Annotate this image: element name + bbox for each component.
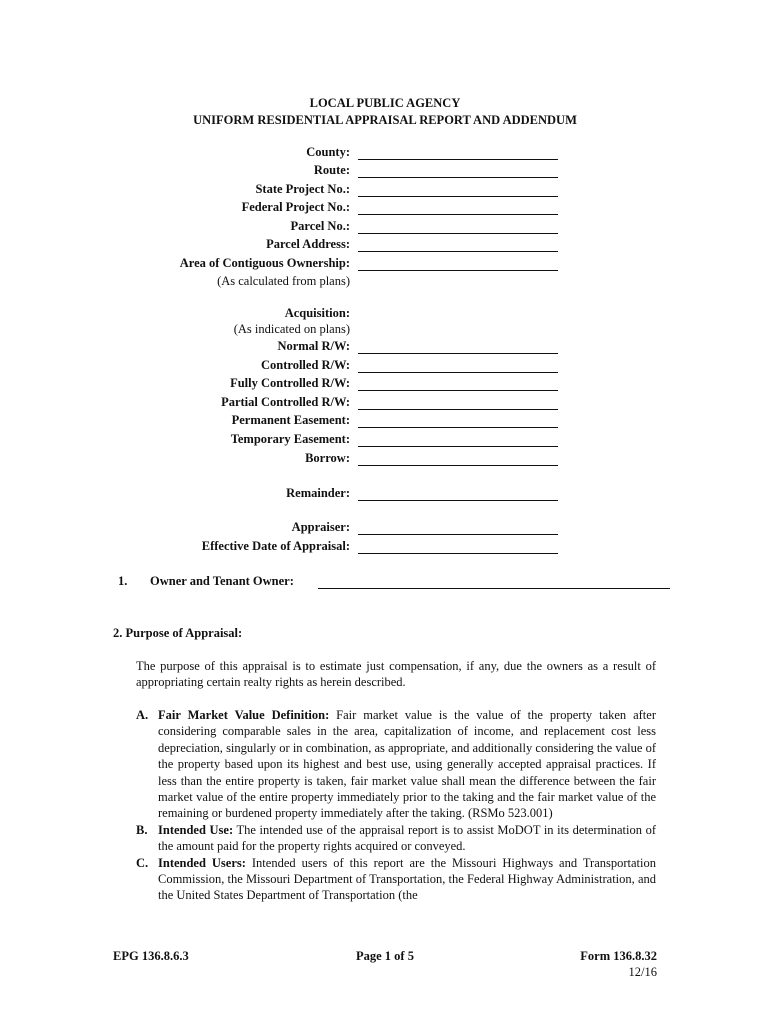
effective-date-row [0, 538, 770, 556]
normal-rw-row [0, 338, 770, 356]
parcel-no-row [0, 218, 770, 236]
contiguous-area-label: Area of Contiguous Ownership: [179, 256, 350, 270]
federal-project-input[interactable] [358, 199, 558, 215]
appraiser-label: Appraiser: [291, 520, 350, 534]
state-project-row [0, 181, 770, 199]
owner-label: Owner and Tenant Owner: [150, 574, 294, 588]
footer-revision-date: 12/16 [628, 965, 657, 979]
borrow-row [0, 450, 770, 468]
owner-input[interactable] [318, 573, 670, 589]
temporary-easement-row [0, 431, 770, 449]
contiguous-area-input[interactable] [358, 255, 558, 271]
route-row [0, 162, 770, 180]
federal-project-label: Federal Project No.: [241, 200, 350, 214]
acquisition-label: Acquisition: [284, 306, 350, 320]
report-title: UNIFORM RESIDENTIAL APPRAISAL REPORT AND ADDENDUM [193, 113, 577, 127]
list-text: Intended users of this report are the Missouri Highways and Transportation Commission, the Missouri Department of Transportation, the Federal Highway Administration, and the United States Department of Transportation (the [158, 855, 656, 903]
normal-rw-label: Normal R/W: [277, 339, 350, 353]
list-heading: Intended Use: [158, 822, 234, 837]
appraiser-input[interactable] [358, 519, 558, 535]
list-item-a [136, 707, 656, 822]
list-letter: C. [136, 855, 149, 870]
section-2-heading: 2. Purpose of Appraisal: [113, 626, 243, 640]
temporary-easement-label: Temporary Easement: [230, 432, 350, 446]
remainder-label: Remainder: [286, 486, 350, 500]
controlled-rw-row [0, 357, 770, 375]
effective-date-label: Effective Date of Appraisal: [201, 539, 350, 553]
acquisition-note-row [0, 321, 770, 339]
list-letter: A. [136, 708, 149, 722]
borrow-label: Borrow: [305, 451, 350, 465]
parcel-address-input[interactable] [358, 236, 558, 252]
purpose-list [136, 707, 656, 904]
permanent-easement-label: Permanent Easement: [231, 413, 350, 427]
parcel-address-row [0, 236, 770, 254]
county-label: County: [306, 145, 350, 159]
partial-controlled-rw-label: Partial Controlled R/W: [221, 395, 350, 409]
footer-epg: EPG 136.8.6.3 [113, 949, 189, 963]
remainder-input[interactable] [358, 485, 558, 501]
permanent-easement-input[interactable] [358, 412, 558, 428]
controlled-rw-label: Controlled R/W: [260, 358, 350, 372]
list-text: The intended use of the appraisal report is to assist MoDOT in its determination of the amount paid for the property rights acquired or conveyed. [158, 822, 656, 854]
contiguous-area-row [0, 255, 770, 273]
county-row [0, 144, 770, 162]
fully-controlled-rw-label: Fully Controlled R/W: [230, 376, 350, 390]
borrow-input[interactable] [358, 450, 558, 466]
state-project-input[interactable] [358, 181, 558, 197]
purpose-paragraph: The purpose of this appraisal is to estimate just compensation, if any, due the owners as a result of appropriating certain realty rights as herein described. [136, 659, 656, 690]
list-heading: Fair Market Value Definition: [158, 708, 330, 722]
fully-controlled-rw-row [0, 375, 770, 393]
partial-controlled-rw-row [0, 394, 770, 412]
route-label: Route: [313, 163, 350, 177]
partial-controlled-rw-input[interactable] [358, 394, 558, 410]
controlled-rw-input[interactable] [358, 357, 558, 373]
list-text: Fair market value is the value of the property taken after considering comparable sales in the area, capitalization of income, and replacement cost less depreciation, singularly or in combination, as appropriate, and additionally considering the value of the property based upon its highest and best use, using generally accepted appraisal practices. If less than the entire property is taken, fair market value shall mean the difference between the fair market value of the entire property immediately prior to the taking and the fair market value of the remaining or burdened property immediately after the taking. (RSMo 523.001) [158, 708, 656, 821]
county-input[interactable] [358, 144, 558, 160]
parcel-no-input[interactable] [358, 218, 558, 234]
remainder-row [0, 485, 770, 503]
list-item-c [136, 855, 656, 904]
list-heading: Intended Users: [158, 855, 246, 870]
area-note: (As calculated from plans) [217, 274, 350, 288]
appraiser-row [0, 519, 770, 537]
agency-title: LOCAL PUBLIC AGENCY [309, 96, 461, 110]
route-input[interactable] [358, 162, 558, 178]
state-project-label: State Project No.: [255, 182, 350, 196]
effective-date-input[interactable] [358, 538, 558, 554]
list-item-b [136, 822, 656, 855]
temporary-easement-input[interactable] [358, 431, 558, 447]
parcel-address-label: Parcel Address: [266, 237, 350, 251]
section-1-number: 1. [118, 574, 128, 588]
acquisition-note: (As indicated on plans) [233, 322, 350, 336]
fully-controlled-rw-input[interactable] [358, 375, 558, 391]
footer-page-number: Page 1 of 5 [356, 949, 414, 963]
area-note-row [0, 273, 770, 291]
footer-form-number: Form 136.8.32 [580, 949, 657, 963]
owner-row [0, 573, 770, 591]
parcel-no-label: Parcel No.: [290, 219, 350, 233]
federal-project-row [0, 199, 770, 217]
normal-rw-input[interactable] [358, 338, 558, 354]
list-letter: B. [136, 822, 148, 837]
permanent-easement-row [0, 412, 770, 430]
